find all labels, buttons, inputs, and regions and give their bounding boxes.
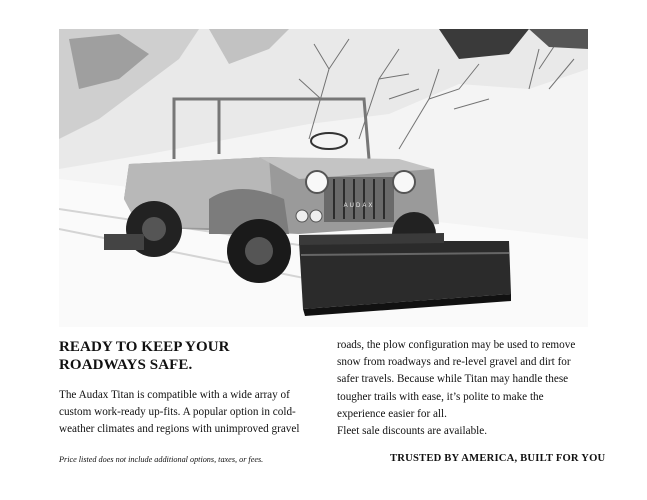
fleet-note: Fleet sale discounts are available.	[337, 425, 488, 438]
body-paragraph: The Audax Titan is compatible with a wide array of custom work-ready up-fits. A popular option in cold-weather climates and regions with unimproved gravel	[59, 389, 300, 436]
body-text-left	[59, 387, 311, 439]
body-text-right	[337, 337, 592, 440]
headline: READY TO KEEP YOUR ROADWAYS SAFE.	[59, 339, 230, 373]
price-disclaimer: Price listed does not include additional options, taxes, or fees.	[59, 455, 264, 464]
grille-badge: AUDAX	[343, 203, 375, 209]
body-paragraph-continued: roads, the plow configuration may be used to remove snow from roadways and re-level gravel and dirt for safer travels. Because while Titan may handle these tougher trails with ease, it’s polite to make the experience easier for all.	[337, 339, 576, 420]
tagline: TRUSTED BY AMERICA, BUILT FOR YOU	[390, 453, 606, 464]
hero-photo	[59, 29, 588, 327]
plow-truck-illustration	[59, 29, 588, 327]
